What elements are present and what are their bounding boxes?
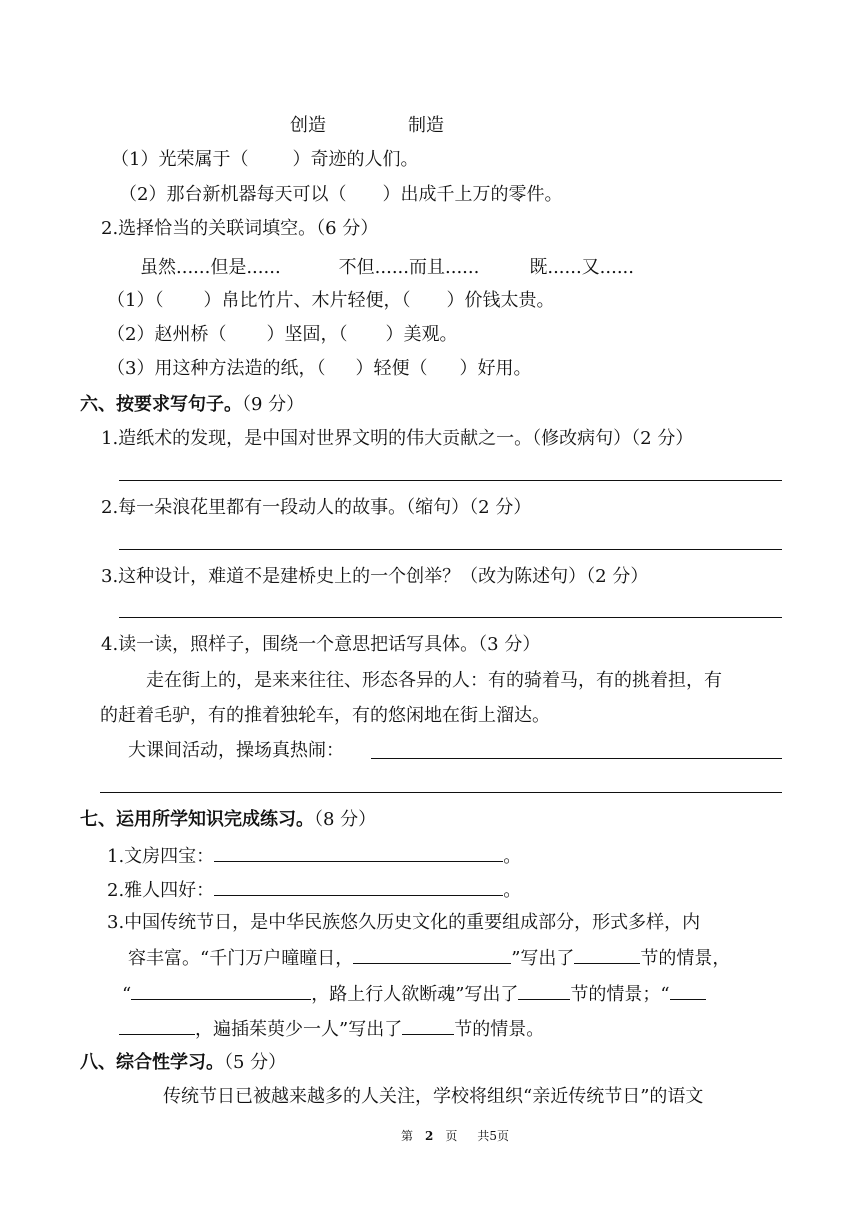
- section-8-heading: 八、综合性学习。（5 分）: [80, 1052, 287, 1073]
- answer-blank-8[interactable]: [402, 1016, 454, 1035]
- answer-line-3[interactable]: [119, 617, 782, 618]
- answer-line-4a[interactable]: [371, 758, 782, 759]
- answer-blank-3[interactable]: [353, 945, 511, 964]
- example-paragraph-line-2: 的赶着毛驴，有的推着独轮车，有的悠闲地在街上溜达。: [100, 705, 550, 726]
- answer-blank-7b[interactable]: [119, 1016, 195, 1035]
- knowledge-question-2: 2.雅人四好： 。: [107, 877, 521, 903]
- answer-blank-6[interactable]: [518, 981, 570, 1000]
- answer-line-2[interactable]: [119, 549, 782, 550]
- section-6-heading: 六、按要求写句子。（9 分）: [80, 394, 305, 415]
- page-footer: 第 2 页 共5页: [401, 1129, 510, 1143]
- conjunction-option-3: 既......又......: [529, 257, 635, 278]
- conjunction-question-3: （3）用这种方法造的纸，（ ）轻便（ ）好用。: [107, 358, 532, 379]
- answer-blank-7a[interactable]: [670, 981, 706, 1000]
- answer-blank-2[interactable]: [214, 877, 503, 896]
- knowledge-question-1: 1.文房四宝： 。: [107, 843, 521, 869]
- conjunction-options: [140, 256, 634, 280]
- conjunction-question-2: （2）赵州桥（ ）坚固，（ ）美观。: [107, 324, 458, 345]
- rewrite-question-1: 1.造纸术的发现，是中国对世界文明的伟大贡献之一。（修改病句）（2 分）: [101, 428, 694, 449]
- section-7-heading: 七、运用所学知识完成练习。（8 分）: [80, 809, 377, 830]
- page-total: 共5页: [477, 1129, 510, 1143]
- section-8-paragraph: 传统节日已被越来越多的人关注，学校将组织“亲近传统节日”的语文: [163, 1086, 704, 1107]
- knowledge-question-3-line-1: 3.中国传统节日，是中华民族悠久历史文化的重要组成部分，形式多样，内: [107, 912, 701, 933]
- word-choices: [290, 114, 444, 138]
- question-title: 2.选择恰当的关联词填空。（6 分）: [101, 218, 379, 239]
- writing-prompt: 大课间活动，操场真热闹：: [128, 740, 344, 761]
- fill-question-1: （1）光荣属于（ ）奇迹的人们。: [111, 149, 419, 170]
- conjunction-option-2: 不但......而且......: [338, 257, 480, 278]
- knowledge-question-3-line-2: 容丰富。“千门万户曈曈日， ”写出了 节的情景，: [128, 945, 730, 971]
- page-number: 2: [425, 1129, 434, 1143]
- word-option-2: 制造: [408, 115, 444, 136]
- conjunction-option-1: 虽然......但是......: [140, 257, 281, 278]
- conjunction-question-1: （1）（ ）帛比竹片、木片轻便，（ ）价钱太贵。: [107, 290, 555, 311]
- answer-line-4b[interactable]: [100, 792, 782, 793]
- answer-line-1[interactable]: [119, 480, 782, 481]
- rewrite-question-2: 2.每一朵浪花里都有一段动人的故事。（缩句）（2 分）: [101, 497, 532, 518]
- rewrite-question-4: 4.读一读，照样子，围绕一个意思把话写具体。（3 分）: [101, 634, 541, 655]
- answer-blank-4[interactable]: [574, 945, 640, 964]
- knowledge-question-3-line-3: “ ，路上行人欲断魂”写出了 节的情景；“: [122, 981, 706, 1007]
- example-paragraph-line-1: 走在街上的，是来来往往、形态各异的人：有的骑着马，有的挑着担，有: [146, 670, 722, 691]
- rewrite-question-3: 3.这种设计，难道不是建桥史上的一个创举？（改为陈述句）（2 分）: [101, 566, 649, 587]
- answer-blank-1[interactable]: [214, 843, 503, 862]
- fill-question-2: （2）那台新机器每天可以（ ）出成千上万的零件。: [119, 184, 563, 205]
- answer-blank-5[interactable]: [131, 981, 311, 1000]
- word-option-1: 创造: [290, 115, 326, 136]
- knowledge-question-3-line-4: ，遍插茱萸少一人”写出了 节的情景。: [119, 1016, 544, 1042]
